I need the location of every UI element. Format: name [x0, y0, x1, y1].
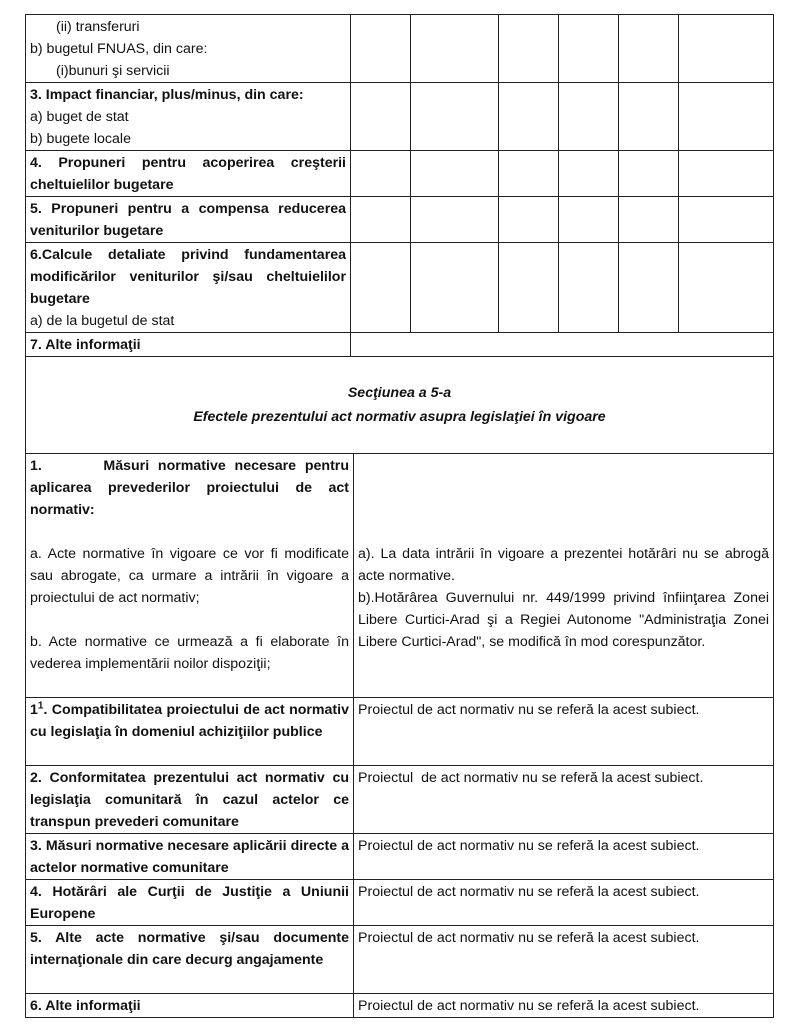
- revenue-compensation-title: 5. Propuneri pentru a compensa reducerea veniturilor bugetare: [26, 197, 351, 243]
- section-heading-row: [26, 357, 774, 454]
- international-documents-answer: Proiectul de act normativ nu se referă la acest subiect.: [354, 926, 774, 994]
- community-law-title: 2. Conformitatea prezentului act normativ cu legislaţia comunitară în cazul actelor ce transpun prevederi comunitare: [26, 766, 354, 834]
- international-documents-title: 5. Alte acte normative şi/sau documente internaţionale din care decurg angajamente: [26, 926, 354, 994]
- procurement-number: 1: [30, 702, 38, 718]
- goods-services-label: (i)bunuri şi servicii: [56, 63, 170, 79]
- table-row: [26, 926, 774, 994]
- normative-measures-cell: [26, 454, 354, 698]
- local-budgets-label: b) bugete locale: [30, 131, 131, 147]
- expense-coverage-title: 4. Propuneri pentru acoperirea creşterii cheltuielilor bugetare: [26, 151, 351, 197]
- table-row: [26, 766, 774, 834]
- table-row: [26, 243, 774, 333]
- cjeu-decisions-answer: Proiectul de act normativ nu se referă la acest subiect.: [354, 880, 774, 926]
- financial-impact-title: 3. Impact financiar, plus/minus, din care:: [30, 87, 304, 103]
- table-row: [26, 880, 774, 926]
- table-row: [26, 83, 774, 151]
- procurement-text: . Compatibilitatea proiectului de act normativ cu legislaţia în domeniul achiziţiilor publice: [30, 702, 349, 740]
- section-title: Secţiunea a 5-a: [347, 385, 452, 401]
- table-row: [26, 15, 774, 83]
- direct-application-answer: Proiectul de act normativ nu se referă la acest subiect.: [354, 834, 774, 880]
- normative-measures-title: 1. Măsuri normative necesare pentru aplicarea prevederilor proiectului de act normativ:: [30, 458, 353, 518]
- direct-application-title: 3. Măsuri normative necesare aplicării directe a actelor normative comunitare: [26, 834, 354, 880]
- table-row: [26, 834, 774, 880]
- other-info-title: 7. Alte informaţii: [26, 333, 351, 357]
- table-row: [26, 994, 774, 1018]
- other-information-title: 6. Alte informaţii: [26, 994, 354, 1018]
- document-page: [25, 14, 773, 1018]
- hg-modification-answer: b).Hotărârea Guvernului nr. 449/1999 privind înfiinţarea Zonei Libere Curtici-Arad şi a Regiei Autonome "Administraţia Zonei Libere Curtici-Arad", se modifică în mod corespunzător.: [358, 590, 770, 650]
- procurement-answer: Proiectul de act normativ nu se referă la acest subiect.: [354, 698, 774, 766]
- row-label-cell: [26, 83, 351, 151]
- financial-impact-table: [25, 14, 774, 357]
- table-row: [26, 698, 774, 766]
- table-row: [26, 151, 774, 197]
- table-row: [26, 197, 774, 243]
- other-information-answer: Proiectul de act normativ nu se referă la acest subiect.: [354, 994, 774, 1018]
- state-budget-label: a) buget de stat: [30, 109, 129, 125]
- table-row: [26, 454, 774, 698]
- procurement-superscript: 1: [37, 700, 44, 712]
- legislation-effects-table: [25, 356, 774, 1018]
- fnuas-label: b) bugetul FNUAS, din care:: [30, 41, 208, 57]
- transfers-label: (ii) transferuri: [56, 19, 140, 35]
- abrogation-answer: a). La data intrării în vigoare a prezentei hotărâri nu se abrogă acte normative.: [358, 546, 770, 584]
- cjeu-decisions-title: 4. Hotărâri ale Curţii de Justiţie a Uniunii Europene: [26, 880, 354, 926]
- from-state-budget-label: a) de la bugetul de stat: [30, 313, 175, 329]
- acts-to-be-drafted-text: b. Acte normative ce urmează a fi elaborate în vederea implementării noilor dispoziţii;: [30, 634, 349, 672]
- normative-measures-answer-cell: [354, 454, 774, 698]
- table-row: [26, 333, 774, 357]
- section-subtitle: Efectele prezentului act normativ asupra legislaţiei în vigoare: [193, 409, 606, 425]
- detailed-calculations-title: 6.Calcule detaliate privind fundamentarea modificărilor veniturilor şi/sau cheltuielilor bugetare: [30, 247, 346, 307]
- public-procurement-title: [26, 698, 354, 766]
- row-label-cell: [26, 15, 351, 83]
- acts-modified-text: a. Acte normative în vigoare ce vor fi modificate sau abrogate, ca urmare a intrării în vigoare a proiectului de act normativ;: [30, 546, 349, 606]
- community-law-answer: Proiectul de act normativ nu se referă la acest subiect.: [354, 766, 774, 834]
- section-heading-cell: [26, 357, 774, 454]
- row-label-cell: [26, 243, 351, 333]
